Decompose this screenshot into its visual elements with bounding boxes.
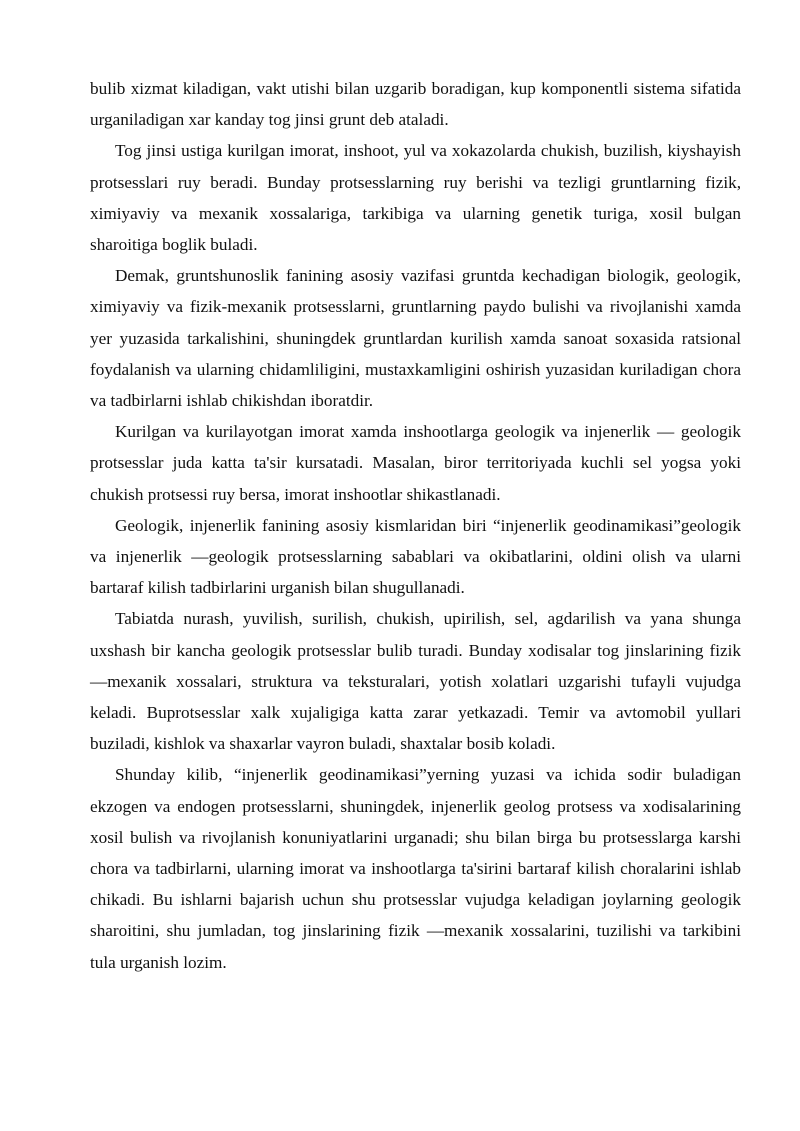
paragraph-conclusion: Shunday kilib, “injenerlik geodinamikasi”yerning yuzasi va ichida sodir buladigan ekzogen va endogen protsesslarni, shuningdek, injenerlik geolog protsess va xodisalarining xosil bulish va rivojlanish konuniyatlarini urganadi; shu bilan birga bu protsesslarga karshi chora va tadbirlarni, ularning imorat va inshootlarga ta'sirini bartaraf kilish choralarini ishlab chikadi. Bu ishlarni bajarish uchun shu protsesslar vujudga keladigan joylarning geologik sharoitini, shu jumladan, tog jinslarining fizik —mexanik xossalarini, tuzilishi va tarkibini tula urganish lozim. bbox=[90, 765, 741, 972]
paragraph-continuation: bulib xizmat kiladigan, vakt utishi bilan uzgarib boradigan, kup komponentli sistema sifatida urganiladigan xar kanday tog jinsi grunt deb ataladi. bbox=[90, 79, 741, 130]
document-body bbox=[90, 73, 741, 978]
paragraph-soil-science-task: Demak, gruntshunoslik fanining asosiy vazifasi gruntda kechadigan biologik, geologik, ximiyaviy va fizik-mexanik protsesslarni, gruntlarning paydo bulishi va rivojlanishi xamda yer yuzasida tarkalishini, shuningdek gruntlardan kurilish xamda sanoat soxasida ratsional foydalanish va ularning chidamliligini, mustaxkamligini oshirish yuzasidan kuriladigan chora va tadbirlarni ishlab chikishdan iboratdir. bbox=[90, 266, 741, 411]
paragraph-engineering-geodynamics: Geologik, injenerlik fanining asosiy kismlaridan biri “injenerlik geodinamikasi”geologik va injenerlik —geologik protsesslarning sabablari va okibatlarini, oldini olish va ularni bartaraf kilish tadbirlarini urganish bilan shugullanadi. bbox=[90, 515, 741, 598]
paragraph-deformation-processes: Tog jinsi ustiga kurilgan imorat, inshoot, yul va xokazolarda chukish, buzilish, kiyshayish protsesslari ruy beradi. Bunday protsesslarning ruy berishi va tezligi gruntlarning fizik, ximiyaviy va mexanik xossalariga, tarkibiga va ularning genetik turiga, xosil bulgan sharoitiga boglik buladi. bbox=[90, 141, 741, 255]
paragraph-natural-processes: Tabiatda nurash, yuvilish, surilish, chukish, upirilish, sel, agdarilish va yana shunga uxshash bir kancha geologik protsesslar bulib turadi. Bunday xodisalar tog jinslarining fizik —mexanik xossalari, struktura va teksturalari, yotish xolatlari uzgarishi tufayli vujudga keladi. Buprotsesslar xalk xujaligiga katta zarar yetkazadi. Temir va avtomobil yullari buziladi, kishlok va shaxarlar vayron buladi, shaxtalar bosib koladi. bbox=[90, 609, 741, 754]
paragraph-geological-impact: Kurilgan va kurilayotgan imorat xamda inshootlarga geologik va injenerlik — geologik protsesslar juda katta ta'sir kursatadi. Masalan, biror territoriyada kuchli sel yogsa yoki chukish protsessi ruy bersa, imorat inshootlar shikastlanadi. bbox=[90, 422, 741, 504]
